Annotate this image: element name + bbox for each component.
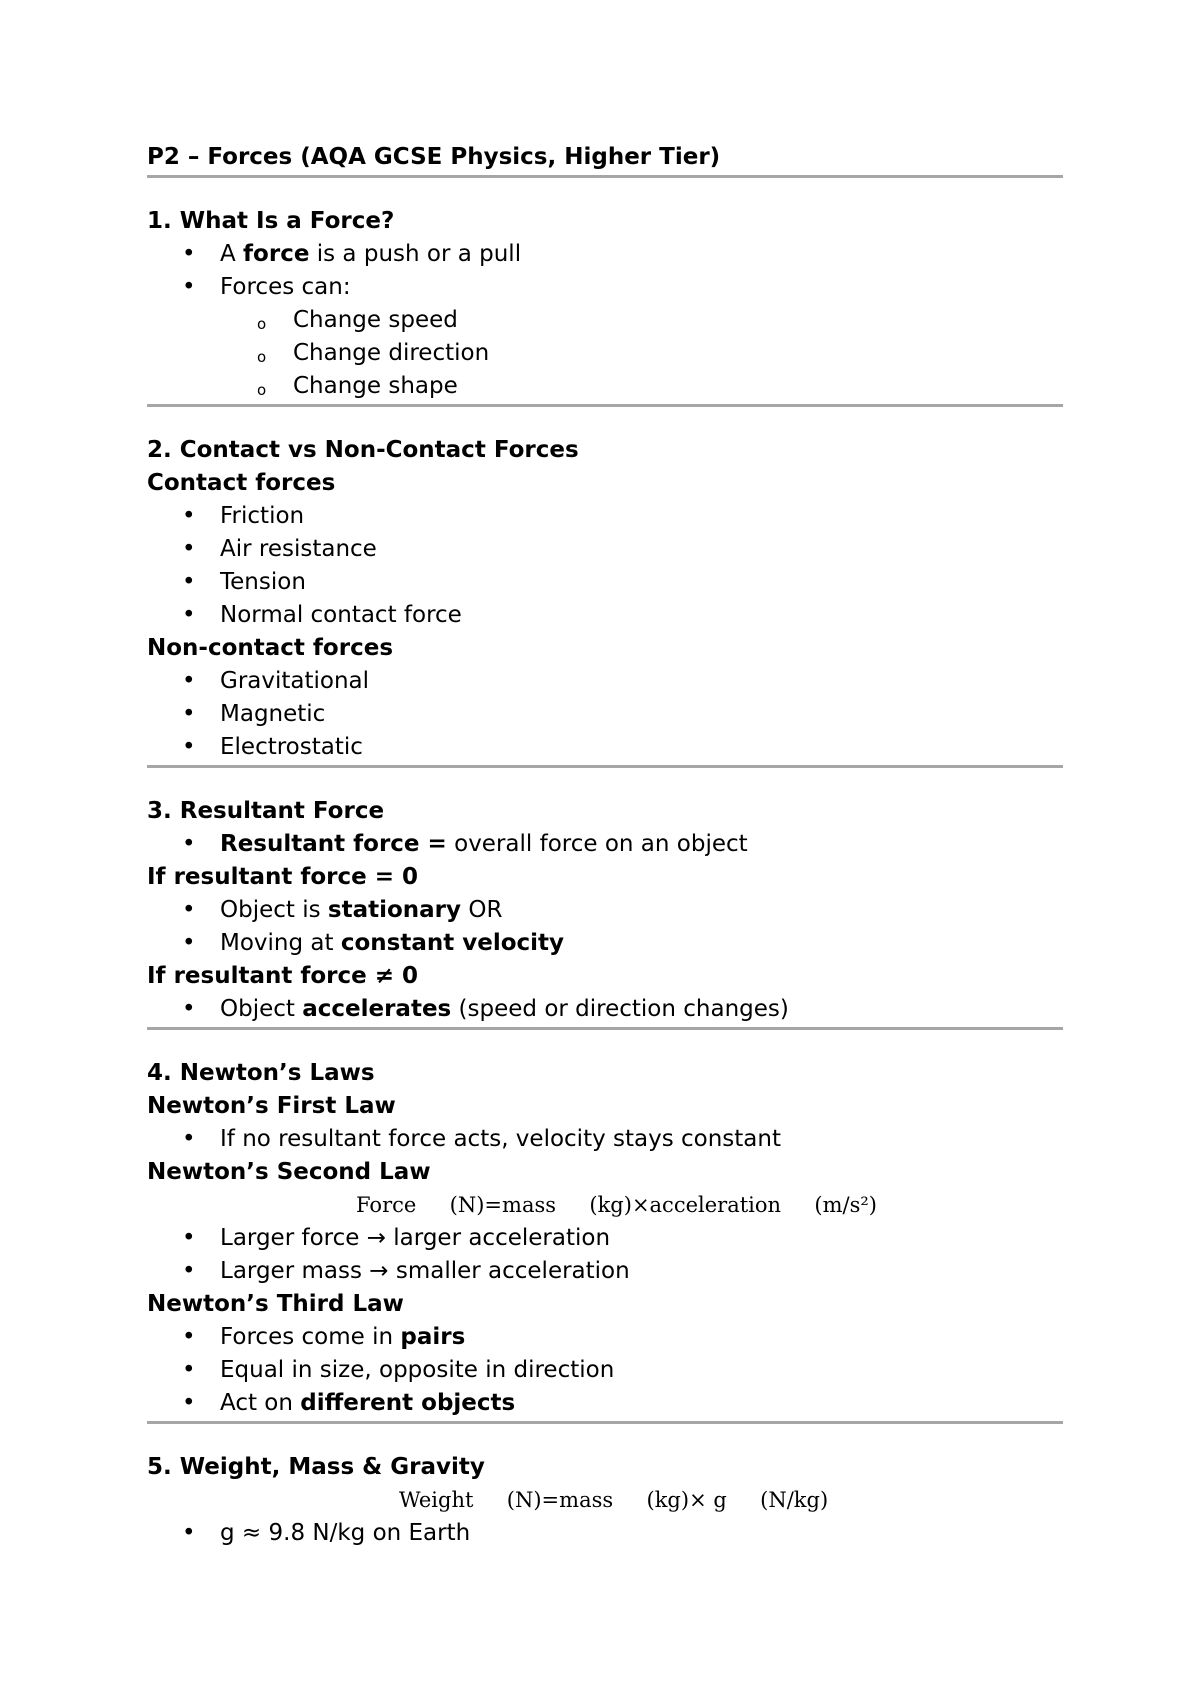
bullet-item: • Air resistance [147, 533, 1063, 566]
sub-bullet-item: o Change direction [147, 337, 1063, 370]
bold-text: stationary [327, 897, 462, 923]
bold-text: constant velocity [340, 930, 565, 956]
bullet-item [147, 828, 1063, 861]
text: (speed or direction changes) [451, 996, 789, 1022]
bullet-item: • Normal contact force [147, 599, 1063, 632]
subheading: Newton’s Second Law [147, 1159, 431, 1185]
divider [147, 765, 1063, 768]
bullet-item [147, 894, 1063, 927]
equation: Weight (N)=mass (kg)× g (N/kg) [399, 1488, 829, 1512]
divider [147, 404, 1063, 407]
text: Forces come in [220, 1324, 401, 1350]
text: OR [461, 897, 503, 923]
document-title: P2 – Forces (AQA GCSE Physics, Higher Tier) [147, 144, 721, 170]
text: Act on [220, 1390, 301, 1416]
divider [147, 1421, 1063, 1424]
section-resultant-force [147, 795, 1063, 1026]
subheading: Newton’s First Law [147, 1093, 396, 1119]
sub-bullet-item: o Change shape [147, 370, 1063, 403]
bold-text: accelerates [302, 996, 452, 1022]
bold-text: force [243, 241, 310, 267]
bullet-item: • If no resultant force acts, velocity stays constant [147, 1123, 1063, 1156]
text: Object is [220, 897, 328, 923]
bullet-item: • Equal in size, opposite in direction [147, 1354, 1063, 1387]
bullet-item [147, 993, 1063, 1026]
equation: Force (N)=mass (kg)×acceleration (m/s²) [356, 1193, 877, 1217]
bullet-item: • Gravitational [147, 665, 1063, 698]
bullet-item [147, 927, 1063, 960]
bullet-item [147, 1387, 1063, 1420]
section-what-is-a-force [147, 205, 1063, 403]
bold-text: Resultant force = [220, 831, 447, 857]
bullet-item: • Friction [147, 500, 1063, 533]
subheading: If resultant force ≠ 0 [147, 963, 419, 989]
text: Object [220, 996, 303, 1022]
text: overall force on an object [446, 831, 748, 857]
text: is a push or a pull [309, 241, 522, 267]
divider [147, 175, 1063, 178]
text: Moving at [220, 930, 341, 956]
sub-bullet-item: o Change speed [147, 304, 1063, 337]
document-page [147, 141, 1063, 1550]
section-newtons-laws [147, 1057, 1063, 1420]
section-weight-mass-gravity [147, 1451, 1063, 1550]
subheading: Newton’s Third Law [147, 1291, 404, 1317]
bullet-item: • Larger force → larger acceleration [147, 1222, 1063, 1255]
bullet-item: • Electrostatic [147, 731, 1063, 764]
subheading: If resultant force = 0 [147, 864, 419, 890]
bold-text: different objects [300, 1390, 516, 1416]
bullet-item [147, 1321, 1063, 1354]
section-heading: 2. Contact vs Non-Contact Forces [147, 437, 579, 463]
section-heading: 3. Resultant Force [147, 798, 385, 824]
subheading: Non-contact forces [147, 635, 394, 661]
section-heading: 4. Newton’s Laws [147, 1060, 375, 1086]
bullet-item: • g ≈ 9.8 N/kg on Earth [147, 1517, 1063, 1550]
section-heading: 5. Weight, Mass & Gravity [147, 1454, 485, 1480]
bullet-item: • Larger mass → smaller acceleration [147, 1255, 1063, 1288]
section-heading: 1. What Is a Force? [147, 208, 395, 234]
text: A [220, 241, 244, 267]
bold-text: pairs [400, 1324, 466, 1350]
subheading: Contact forces [147, 470, 336, 496]
bullet-item: • Forces can: [147, 271, 1063, 304]
bullet-item [147, 238, 1063, 271]
section-contact-forces [147, 434, 1063, 764]
divider [147, 1027, 1063, 1030]
bullet-item: • Tension [147, 566, 1063, 599]
bullet-item: • Magnetic [147, 698, 1063, 731]
